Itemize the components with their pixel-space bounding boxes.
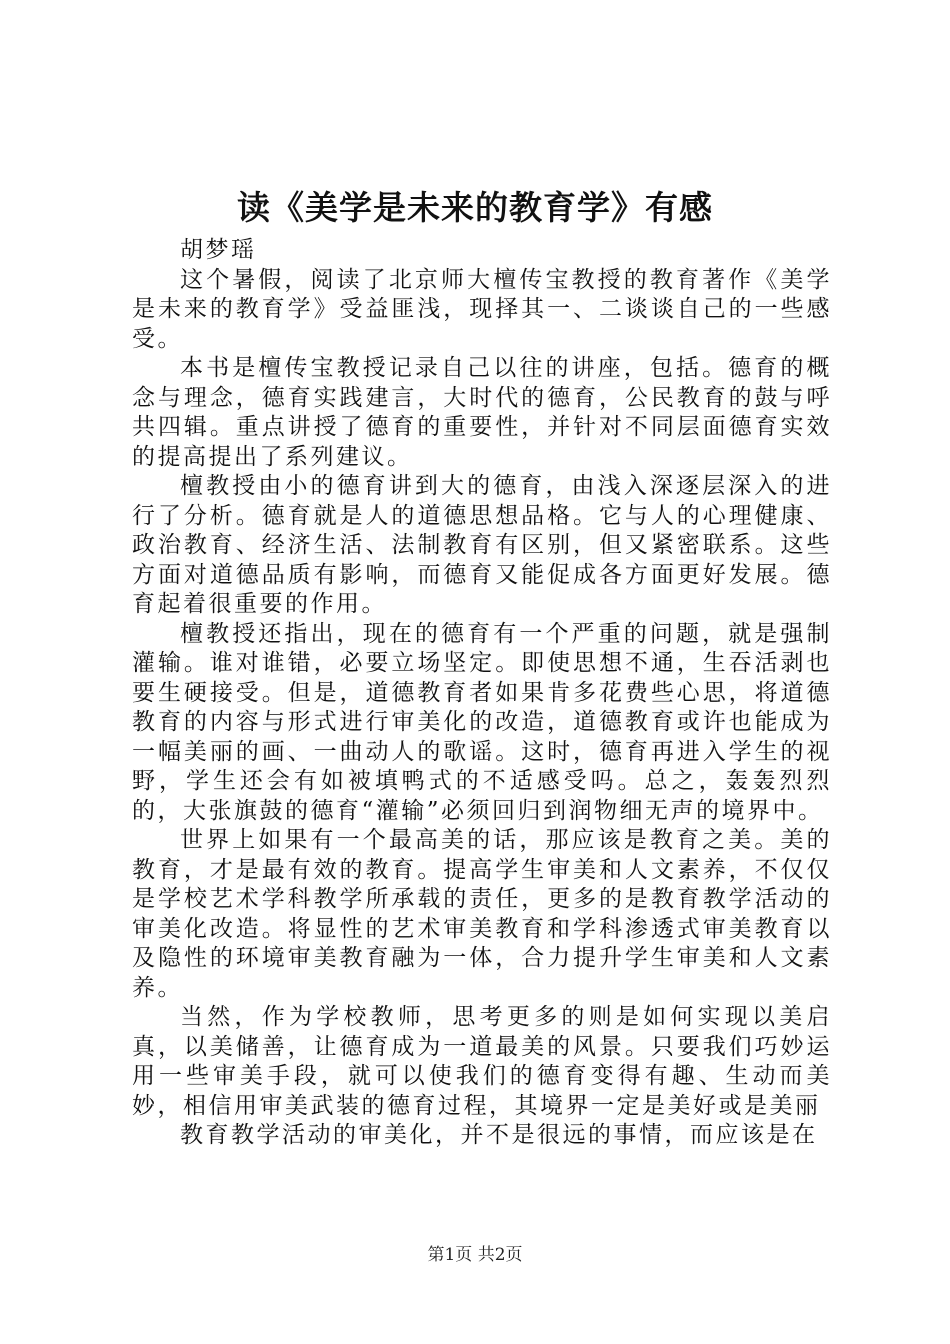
- page-number-footer: 第1页 共2页: [427, 1245, 523, 1265]
- paragraph: 本书是檀传宝教授记录自己以往的讲座，包括。德育的概念与理念，德育实践建言，大时代的德育，公民教育的鼓与呼共四辑。重点讲授了德育的重要性，并针对不同层面德育实效的提高提出了系列建议。: [132, 355, 832, 470]
- document-body: [132, 236, 832, 1151]
- document-title: 读《美学是未来的教育学》有感: [237, 188, 713, 227]
- paragraph: 世界上如果有一个最高美的话，那应该是教育之美。美的教育，才是最有效的教育。提高学生审美和人文素养，不仅仅是学校艺术学科教学所承载的责任，更多的是教育教学活动的审美化改造。将显性的艺术审美教育和学科渗透式审美教育以及隐性的环境审美教育融为一体，合力提升学生审美和人文素养。: [132, 827, 832, 1001]
- paragraph: 教育教学活动的审美化，并不是很远的事情，而应该是在: [180, 1122, 818, 1148]
- paragraph: 这个暑假，阅读了北京师大檀传宝教授的教育著作《美学是未来的教育学》受益匪浅，现择其一、二谈谈自己的一些感受。: [132, 266, 832, 352]
- paragraph: 檀教授由小的德育讲到大的德育，由浅入深逐层深入的进行了分析。德育就是人的道德思想品格。它与人的心理健康、政治教育、经济生活、法制教育有区别，但又紧密联系。这些方面对道德品质有影响，而德育又能促成各方面更好发展。德育起着很重要的作用。: [132, 473, 832, 617]
- paragraph: 檀教授还指出，现在的德育有一个严重的问题，就是强制灌输。谁对谁错，必要立场坚定。即使思想不通，生吞活剥也要生硬接受。但是，道德教育者如果肯多花费些心思，将道德教育的内容与形式进行审美化的改造，道德教育或许也能成为一幅美丽的画、一曲动人的歌谣。这时，德育再进入学生的视野，学生还会有如被填鸭式的不适感受吗。总之，轰轰烈烈的，大张旗鼓的德育“灌输”必须回归到润物细无声的境界中。: [132, 620, 832, 824]
- author-name: 胡梦瑶: [180, 237, 257, 263]
- paragraph: 当然，作为学校教师，思考更多的则是如何实现以美启真，以美储善，让德育成为一道最美的风景。只要我们巧妙运用一些审美手段，就可以使我们的德育变得有趣、生动而美妙，相信用审美武装的德育过程，其境界一定是美好或是美丽: [132, 1004, 832, 1119]
